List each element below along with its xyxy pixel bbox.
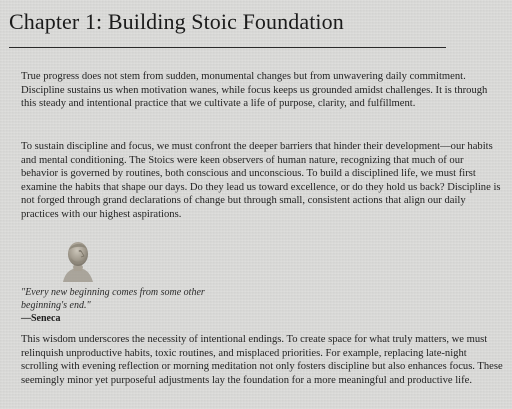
quote-text: "Every new beginning comes from some other beginning's end." xyxy=(21,287,205,311)
paragraph-endings: This wisdom underscores the necessity of intentional endings. To create space for what truly matters, we must relinquish unproductive habits, toxic routines, and misplaced priorities. For example, replacing late-night scrolling with evening reflection or morning meditation not only fosters discipline but also enhances focus. These seemingly minor yet purposeful adjustments lay the foundation for a more meaningful and productive life. xyxy=(21,334,503,386)
seneca-bust-image xyxy=(57,238,101,284)
title-divider xyxy=(9,47,446,48)
chapter-title: Chapter 1: Building Stoic Foundation xyxy=(9,9,344,34)
quote-author: —Seneca xyxy=(21,313,61,324)
paragraph-intro: True progress does not stem from sudden, monumental changes but from unwavering daily commitment. Discipline sustains us when motivation wanes, while focus keeps us grounded amidst challenges. It is through this steady and intentional practice that we cultivate a life of purpose, clarity, and fulfillment. xyxy=(21,71,488,110)
quote-block xyxy=(21,286,221,325)
paragraph-habits: To sustain discipline and focus, we must confront the deeper barriers that hinder their development—our habits and mental conditioning. The Stoics were keen observers of human nature, recognizing that much of our behavior is governed by routines, both conscious and unconscious. To build a disciplined life, we must first examine the habits that shape our days. Do they lead us toward excellence, or do they hold us back? Discipline is not forged through grand declarations of change but through small, consistent actions that align our daily practices with our highest aspirations. xyxy=(21,141,501,220)
